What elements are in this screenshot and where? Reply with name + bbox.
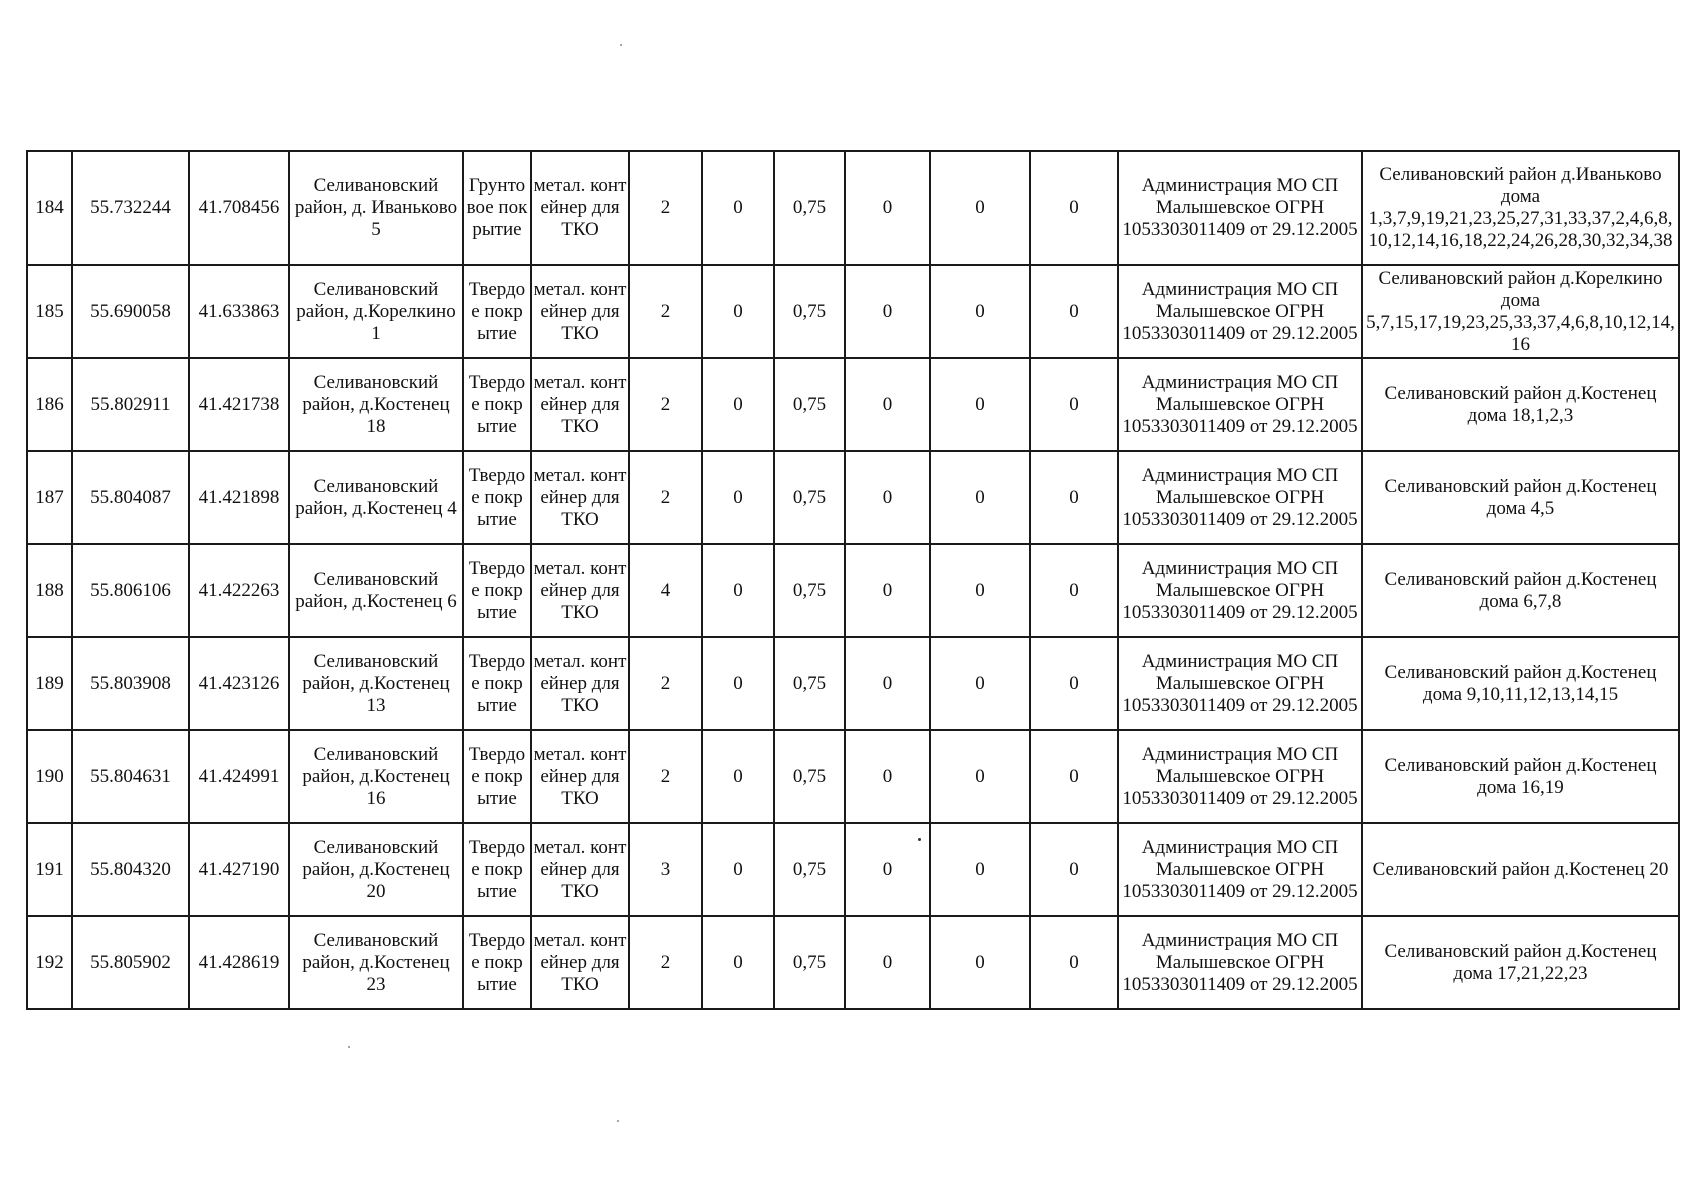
address-cell: Селивановский район, д.Костенец 13 bbox=[289, 637, 463, 730]
row-number-cell: 186 bbox=[27, 358, 72, 451]
surface-type-cell: Твердое покрытие bbox=[463, 637, 531, 730]
address-cell: Селивановский район, д. Иваньково 5 bbox=[289, 151, 463, 265]
table-body bbox=[27, 151, 1679, 1009]
latitude-cell: 55.804087 bbox=[72, 451, 189, 544]
surface-type-cell: Твердое покрытие bbox=[463, 823, 531, 916]
count-cell: 0 bbox=[1030, 451, 1118, 544]
table-row bbox=[27, 358, 1679, 451]
count-cell: 0 bbox=[1030, 730, 1118, 823]
count-cell: 0 bbox=[1030, 358, 1118, 451]
table-row bbox=[27, 451, 1679, 544]
table-row bbox=[27, 265, 1679, 358]
volume-cell: 0,75 bbox=[774, 916, 845, 1009]
volume-cell: 0,75 bbox=[774, 151, 845, 265]
latitude-cell: 55.732244 bbox=[72, 151, 189, 265]
served-houses-cell: Селивановский район д.Костенец 20 bbox=[1362, 823, 1679, 916]
latitude-cell: 55.803908 bbox=[72, 637, 189, 730]
count-cell: 0 bbox=[845, 637, 930, 730]
volume-cell: 0,75 bbox=[774, 358, 845, 451]
count-cell: 0 bbox=[930, 451, 1030, 544]
row-number-cell: 188 bbox=[27, 544, 72, 637]
count-cell: 0 bbox=[702, 358, 774, 451]
served-houses-cell: Селивановский район д.Костенец дома 17,21,22,23 bbox=[1362, 916, 1679, 1009]
count-cell: 0 bbox=[930, 916, 1030, 1009]
count-cell: 0 bbox=[930, 151, 1030, 265]
count-cell: 0 bbox=[1030, 823, 1118, 916]
table-row bbox=[27, 730, 1679, 823]
container-count-cell: 4 bbox=[629, 544, 702, 637]
row-number-cell: 185 bbox=[27, 265, 72, 358]
latitude-cell: 55.690058 bbox=[72, 265, 189, 358]
count-cell: 0 bbox=[845, 823, 930, 916]
surface-type-cell: Твердое покрытие bbox=[463, 451, 531, 544]
count-cell: 0 bbox=[1030, 916, 1118, 1009]
row-number-cell: 184 bbox=[27, 151, 72, 265]
count-cell: 0 bbox=[702, 730, 774, 823]
count-cell: 0 bbox=[930, 730, 1030, 823]
container-count-cell: 3 bbox=[629, 823, 702, 916]
count-cell: 0 bbox=[930, 637, 1030, 730]
address-cell: Селивановский район, д.Костенец 6 bbox=[289, 544, 463, 637]
table-row bbox=[27, 916, 1679, 1009]
count-cell: 0 bbox=[930, 265, 1030, 358]
surface-type-cell: Твердое покрытие bbox=[463, 730, 531, 823]
address-cell: Селивановский район, д.Корелкино 1 bbox=[289, 265, 463, 358]
row-number-cell: 187 bbox=[27, 451, 72, 544]
volume-cell: 0,75 bbox=[774, 730, 845, 823]
longitude-cell: 41.423126 bbox=[189, 637, 289, 730]
count-cell: 0 bbox=[702, 265, 774, 358]
container-count-cell: 2 bbox=[629, 730, 702, 823]
address-cell: Селивановский район, д.Костенец 18 bbox=[289, 358, 463, 451]
table-row bbox=[27, 544, 1679, 637]
latitude-cell: 55.805902 bbox=[72, 916, 189, 1009]
container-type-cell: метал. контейнер для ТКО bbox=[531, 151, 629, 265]
surface-type-cell: Твердое покрытие bbox=[463, 916, 531, 1009]
container-type-cell: метал. контейнер для ТКО bbox=[531, 823, 629, 916]
container-type-cell: метал. контейнер для ТКО bbox=[531, 544, 629, 637]
count-cell: 0 bbox=[1030, 265, 1118, 358]
owner-organization-cell: Администрация МО СП Малышевское ОГРН 1053303011409 от 29.12.2005 bbox=[1118, 730, 1362, 823]
volume-cell: 0,75 bbox=[774, 544, 845, 637]
row-number-cell: 190 bbox=[27, 730, 72, 823]
row-number-cell: 191 bbox=[27, 823, 72, 916]
table-row bbox=[27, 637, 1679, 730]
owner-organization-cell: Администрация МО СП Малышевское ОГРН 1053303011409 от 29.12.2005 bbox=[1118, 544, 1362, 637]
address-cell: Селивановский район, д.Костенец 20 bbox=[289, 823, 463, 916]
longitude-cell: 41.428619 bbox=[189, 916, 289, 1009]
container-type-cell: метал. контейнер для ТКО bbox=[531, 637, 629, 730]
surface-type-cell: Твердое покрытие bbox=[463, 544, 531, 637]
scan-speck bbox=[348, 1046, 350, 1048]
longitude-cell: 41.424991 bbox=[189, 730, 289, 823]
served-houses-cell: Селивановский район д.Костенец дома 18,1,2,3 bbox=[1362, 358, 1679, 451]
count-cell: 0 bbox=[930, 544, 1030, 637]
volume-cell: 0,75 bbox=[774, 451, 845, 544]
count-cell: 0 bbox=[845, 451, 930, 544]
count-cell: 0 bbox=[930, 823, 1030, 916]
count-cell: 0 bbox=[845, 730, 930, 823]
served-houses-cell: Селивановский район д.Корелкино дома 5,7,15,17,19,23,25,33,37,4,6,8,10,12,14,16 bbox=[1362, 265, 1679, 358]
address-cell: Селивановский район, д.Костенец 4 bbox=[289, 451, 463, 544]
longitude-cell: 41.633863 bbox=[189, 265, 289, 358]
latitude-cell: 55.806106 bbox=[72, 544, 189, 637]
table-row bbox=[27, 151, 1679, 265]
served-houses-cell: Селивановский район д.Костенец дома 6,7,8 bbox=[1362, 544, 1679, 637]
count-cell: 0 bbox=[845, 358, 930, 451]
count-cell: 0 bbox=[1030, 544, 1118, 637]
container-type-cell: метал. контейнер для ТКО bbox=[531, 730, 629, 823]
count-cell: 0 bbox=[702, 916, 774, 1009]
row-number-cell: 189 bbox=[27, 637, 72, 730]
count-cell: 0 bbox=[845, 151, 930, 265]
latitude-cell: 55.804631 bbox=[72, 730, 189, 823]
served-houses-cell: Селивановский район д.Костенец дома 9,10,11,12,13,14,15 bbox=[1362, 637, 1679, 730]
served-houses-cell: Селивановский район д.Костенец дома 4,5 bbox=[1362, 451, 1679, 544]
container-type-cell: метал. контейнер для ТКО bbox=[531, 265, 629, 358]
count-cell: 0 bbox=[1030, 637, 1118, 730]
longitude-cell: 41.421898 bbox=[189, 451, 289, 544]
volume-cell: 0,75 bbox=[774, 265, 845, 358]
surface-type-cell: Твердое покрытие bbox=[463, 265, 531, 358]
count-cell: 0 bbox=[845, 544, 930, 637]
scan-speck bbox=[620, 44, 622, 46]
count-cell: 0 bbox=[702, 451, 774, 544]
count-cell: 0 bbox=[702, 544, 774, 637]
longitude-cell: 41.427190 bbox=[189, 823, 289, 916]
row-number-cell: 192 bbox=[27, 916, 72, 1009]
owner-organization-cell: Администрация МО СП Малышевское ОГРН 1053303011409 от 29.12.2005 bbox=[1118, 637, 1362, 730]
container-count-cell: 2 bbox=[629, 451, 702, 544]
container-count-cell: 2 bbox=[629, 916, 702, 1009]
latitude-cell: 55.804320 bbox=[72, 823, 189, 916]
longitude-cell: 41.421738 bbox=[189, 358, 289, 451]
served-houses-cell: Селивановский район д.Костенец дома 16,19 bbox=[1362, 730, 1679, 823]
count-cell: 0 bbox=[702, 823, 774, 916]
volume-cell: 0,75 bbox=[774, 823, 845, 916]
waste-sites-table bbox=[26, 150, 1680, 1010]
count-cell: 0 bbox=[702, 637, 774, 730]
surface-type-cell: Твердое покрытие bbox=[463, 358, 531, 451]
container-count-cell: 2 bbox=[629, 358, 702, 451]
longitude-cell: 41.708456 bbox=[189, 151, 289, 265]
served-houses-cell: Селивановский район д.Иваньково дома 1,3,7,9,19,21,23,25,27,31,33,37,2,4,6,8,10,12,14,16,18,22,24,26,28,30,32,34,38 bbox=[1362, 151, 1679, 265]
container-count-cell: 2 bbox=[629, 151, 702, 265]
count-cell: 0 bbox=[845, 916, 930, 1009]
surface-type-cell: Грунтовое покрытие bbox=[463, 151, 531, 265]
latitude-cell: 55.802911 bbox=[72, 358, 189, 451]
owner-organization-cell: Администрация МО СП Малышевское ОГРН 1053303011409 от 29.12.2005 bbox=[1118, 451, 1362, 544]
owner-organization-cell: Администрация МО СП Малышевское ОГРН 1053303011409 от 29.12.2005 bbox=[1118, 823, 1362, 916]
address-cell: Селивановский район, д.Костенец 16 bbox=[289, 730, 463, 823]
longitude-cell: 41.422263 bbox=[189, 544, 289, 637]
scan-speck bbox=[617, 1120, 619, 1122]
container-type-cell: метал. контейнер для ТКО bbox=[531, 451, 629, 544]
count-cell: 0 bbox=[845, 265, 930, 358]
owner-organization-cell: Администрация МО СП Малышевское ОГРН 1053303011409 от 29.12.2005 bbox=[1118, 916, 1362, 1009]
container-type-cell: метал. контейнер для ТКО bbox=[531, 916, 629, 1009]
owner-organization-cell: Администрация МО СП Малышевское ОГРН 1053303011409 от 29.12.2005 bbox=[1118, 265, 1362, 358]
owner-organization-cell: Администрация МО СП Малышевское ОГРН 1053303011409 от 29.12.2005 bbox=[1118, 358, 1362, 451]
container-count-cell: 2 bbox=[629, 637, 702, 730]
count-cell: 0 bbox=[1030, 151, 1118, 265]
container-count-cell: 2 bbox=[629, 265, 702, 358]
count-cell: 0 bbox=[930, 358, 1030, 451]
table-row bbox=[27, 823, 1679, 916]
address-cell: Селивановский район, д.Костенец 23 bbox=[289, 916, 463, 1009]
container-type-cell: метал. контейнер для ТКО bbox=[531, 358, 629, 451]
count-cell: 0 bbox=[702, 151, 774, 265]
volume-cell: 0,75 bbox=[774, 637, 845, 730]
owner-organization-cell: Администрация МО СП Малышевское ОГРН 1053303011409 от 29.12.2005 bbox=[1118, 151, 1362, 265]
